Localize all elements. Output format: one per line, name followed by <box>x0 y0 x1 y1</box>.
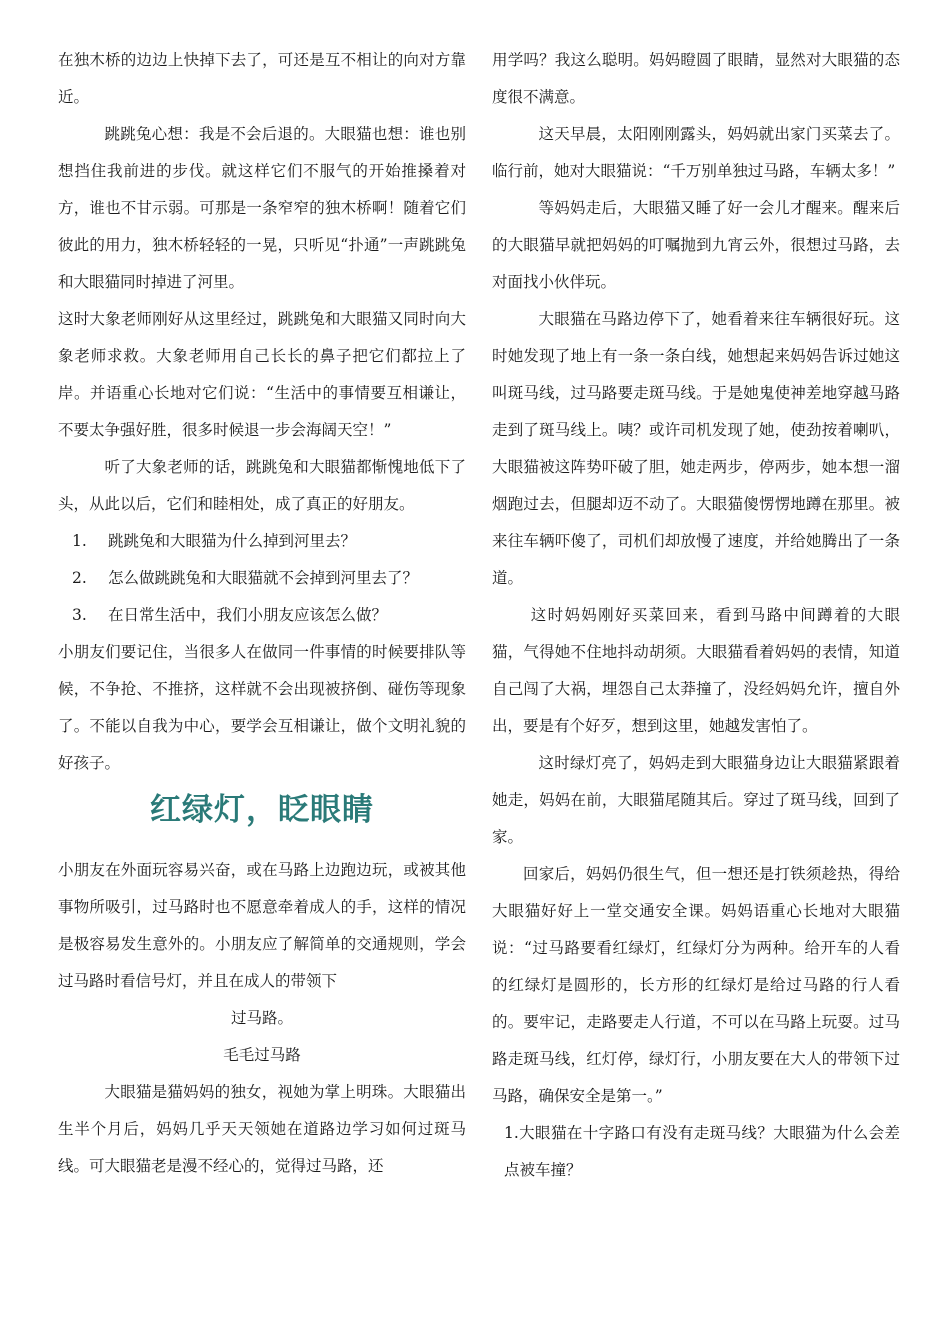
paragraph: 这时绿灯亮了，妈妈走到大眼猫身边让大眼猫紧跟着她走，妈妈在前，大眼猫尾随其后。穿过了斑马线，回到了家。 <box>492 754 900 846</box>
question-number: 3. <box>72 606 87 624</box>
paragraph: 在独木桥的边边上快掉下去了，可还是互不相让的向对方靠近。 <box>58 51 466 106</box>
paragraph: 听了大象老师的话，跳跳兔和大眼猫都惭愧地低下了头，从此以后，它们和睦相处，成了真正的好朋友。 <box>58 458 466 513</box>
paragraph-tail: 过马路。 <box>230 1009 293 1027</box>
paragraph: 大眼猫在马路边停下了，她看着来往车辆很好玩。这时她发现了地上有一条一条白线，她想起来妈妈告诉过她这叫斑马线，过马路要走斑马线。于是她鬼使神差地穿越马路走到了斑马线上。咦？或许司机发现了她，使劲按着喇叭，大眼猫被这阵势吓破了胆，她走两步，停两步，她本想一溜烟跑过去，但腿却迈不动了。大眼猫傻愣愣地蹲在那里。被来往车辆吓傻了，司机们却放慢了速度，并给她腾出了一条道。 <box>492 310 900 587</box>
paragraph: 跳跳兔心想：我是不会后退的。大眼猫也想：谁也别想挡住我前进的步伐。就这样它们不服气的开始推搡着对方，谁也不甘示弱。可那是一条窄窄的独木桥啊！随着它们彼此的用力，独木桥轻轻的一晃，只听见“扑通”一声跳跳兔和大眼猫同时掉进了河里。 <box>58 125 466 291</box>
question-number: 1. <box>72 532 87 550</box>
story-title: 毛毛过马路 <box>223 1046 301 1064</box>
paragraph: 这时妈妈刚好买菜回来，看到马路中间蹲着的大眼猫，气得她不住地抖动胡须。大眼猫看着妈妈的表情，知道自己闯了大祸，埋怨自己太莽撞了，没经妈妈允许，擅自外出，要是有个好歹，想到这里，她越发害怕了。 <box>492 606 900 735</box>
question-item: 1.大眼猫在十字路口有没有走斑马线？大眼猫为什么会差点被车撞？ <box>504 1124 900 1179</box>
question-item <box>58 560 466 597</box>
question-item <box>58 523 466 560</box>
question-item <box>58 597 466 634</box>
question-text: 怎么做跳跳兔和大眼猫就不会掉到河里去了？ <box>108 569 419 587</box>
question-text: 跳跳兔和大眼猫为什么掉到河里去？ <box>108 532 357 550</box>
paragraph: 小朋友们要记住，当很多人在做同一件事情的时候要排队等候，不争抢、不推挤，这样就不会出现被挤倒、碰伤等现象了。不能以自我为中心，要学会互相谦让，做个文明礼貌的好孩子。 <box>58 643 466 772</box>
paragraph: 用学吗？我这么聪明。妈妈瞪圆了眼睛，显然对大眼猫的态度很不满意。 <box>492 51 900 106</box>
question-number: 2. <box>72 569 87 587</box>
paragraph: 这天早晨，太阳刚刚露头，妈妈就出家门买菜去了。临行前，她对大眼猫说：“千万别单独过马路，车辆太多！” <box>492 125 900 180</box>
paragraph: 回家后，妈妈仍很生气，但一想还是打铁须趁热，得给大眼猫好好上一堂交通安全课。妈妈语重心长地对大眼猫说：“过马路要看红绿灯，红绿灯分为两种。给开车的人看的红绿灯是圆形的，长方形的红绿灯是给过马路的行人看的。要牢记，走路要走人行道，不可以在马路上玩耍。过马路走斑马线，红灯停，绿灯行，小朋友要在大人的带领下过马路，确保安全是第一。” <box>492 865 900 1105</box>
paragraph: 等妈妈走后，大眼猫又睡了好一会儿才醒来。醒来后的大眼猫早就把妈妈的叮嘱抛到九宵云外，很想过马路，去对面找小伙伴玩。 <box>492 199 900 291</box>
question-text: 在日常生活中，我们小朋友应该怎么做？ <box>108 606 388 624</box>
paragraph: 大眼猫是猫妈妈的独女，视她为掌上明珠。大眼猫出生半个月后，妈妈几乎天天领她在道路边学习如何过斑马线。可大眼猫老是漫不经心的，觉得过马路，还 <box>58 1083 466 1175</box>
right-column <box>492 42 900 1189</box>
paragraph: 这时大象老师刚好从这里经过，跳跳兔和大眼猫又同时向大象老师求救。大象老师用自己长长的鼻子把它们都拉上了岸。并语重心长地对它们说：“生活中的事情要互相谦让，不要太争强好胜，很多时候退一步会海阔天空！” <box>58 310 466 439</box>
paragraph: 小朋友在外面玩容易兴奋，或在马路上边跑边玩，或被其他事物所吸引，过马路时也不愿意牵着成人的手，这样的情况是极容易发生意外的。小朋友应了解简单的交通规则，学会过马路时看信号灯，并且在成人的带领下 <box>58 861 466 990</box>
section-title: 红绿灯，眨眼睛 <box>150 792 374 828</box>
left-column <box>58 42 466 1185</box>
